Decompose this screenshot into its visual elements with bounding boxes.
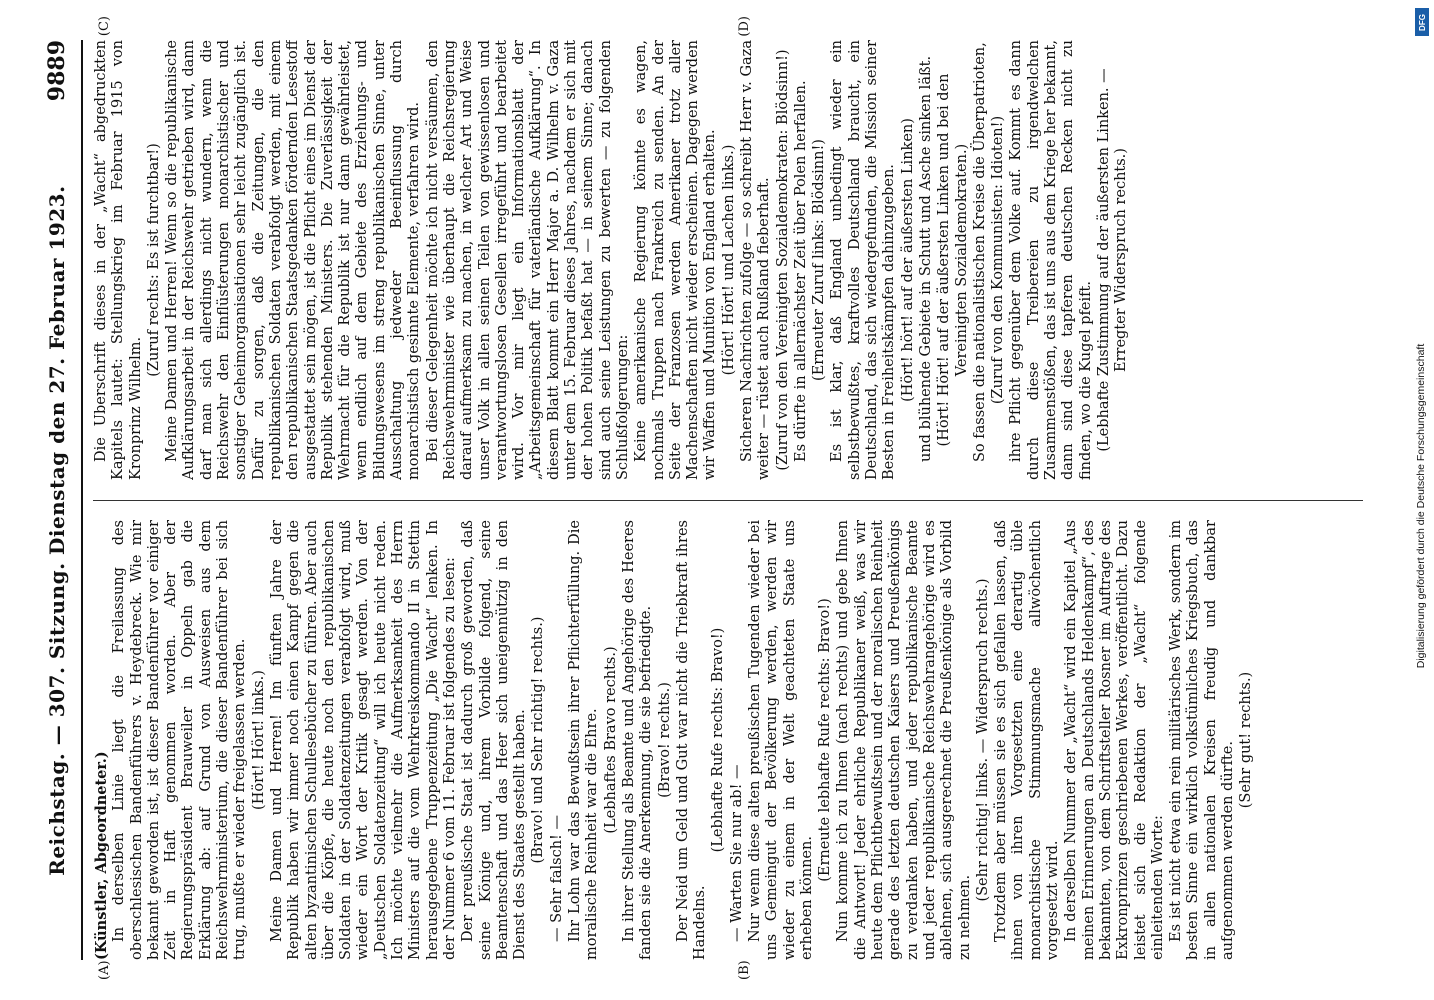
interjection: (Hört! Hört! auf der äußersten Linken und bei den Vereinigten Sozialdemokraten.): [936, 73, 970, 447]
page-number: 9889: [44, 40, 70, 102]
paragraph: In derselben Linie liegt die Freilassung des oberschlesischen Bandenführers v. Heydebreck. Wie mir bekannt geworden ist, ist dieser Bandenführer vor einiger Zeit in Haft genommen worden. Aber der Regierungspräsident Brauweiler in Oppeln gab die Erklärung ab: auf Grund von Ausweisen aus dem Reichswehrministerium, die dieser Bandenführer bei sich trug, mußte er wieder freigelassen werden.: [111, 520, 249, 960]
paragraph: Meine Damen und Herren! Im fünften Jahre der Republik haben wir immer noch einen Kampf gegen die alten byzantinischen Schullesebücher zu führen. Aber auch über die Köpfe, die heute noch den republikanischen Soldaten in der Soldatenzeitungen verabfolgt wird, muß wieder ein Wort der Kritik gesagt werden. Von der „Deutschen Soldatenzeitung“ will ich heute nicht reden. Ich möchte vielmehr die Aufmerksamkeit des Herrn Ministers auf die vom Wehrkreiskommando II in Stettin herausgegebene Truppenzeitung „Die Wacht“ lenken. In der Nummer 6 vom 11. Februar ist folgendes zu lesen:: [268, 520, 458, 960]
paragraph: ihre Pflicht gegenüber dem Volke auf. Kommt es dann durch diese Treibereien zu irgendwelchen Zusammenstößen, das ist uns aus dem Kriege her bekannt, dann sind diese tapferen deutschen Recken nicht zu finden, wo die Kugel pfeift.: [1008, 40, 1094, 480]
quote: Ihr Lohn war das Bewußtsein ihrer Pflichterfüllung. Die moralische Reinheit war die Ehre.: [567, 520, 601, 960]
margin-marker-d: (D): [737, 16, 752, 37]
paragraph: Meine Damen und Herren! Wenn so die republikanische Aufklärungsarbeit in der Reichswehr getrieben wird, dann darf man sich allerdings nicht wundern, wenn die Reichswehr den Einflüsterungen monarchistischer und sonstiger Geheimorganisationen sehr leicht zugänglich ist. Dafür zu sorgen, daß die Zeitungen, die den republikanischen Soldaten verabfolgt werden, mit einem den republikanischen Staatsgedanken fördernden Lesestoff ausgestattet sein mögen, ist die Pflicht eines im Dienst der Republik stehenden Ministers. Die Zuverlässigkeit der Wehrmacht für die Republik ist nur dann gewährleistet, wenn endlich auf dem Gebiete des Erziehungs- und Bildungswesens im streng republikanischen Sinne, unter Ausschaltung jedweder Beeinflussung durch monarchistisch gesinnte Elemente, verfahren wird.: [164, 40, 423, 480]
column-divider: [93, 500, 1363, 501]
quote: Keine amerikanische Regierung könnte es wagen, nochmals Truppen nach Frankreich zu senden. An der Seite der Franzosen werden Amerikaner trotz aller Machenschaften nicht wieder erscheinen. Dagegen werden wir Waffen und Munition von England erhalten.: [633, 40, 719, 480]
right-column: [93, 40, 1373, 480]
interjection: (Sehr gut! rechts.): [1238, 671, 1255, 809]
margin-marker-a: (A): [97, 960, 112, 980]
interjection: (Zuruf rechts: Es ist furchtbar!): [145, 143, 162, 377]
paragraph: Nun komme ich zu Ihnen (nach rechts) und gebe Ihnen die Antwort! Jeder ehrliche Republikaner weiß, was wir heute dem Pflichtbewußtsein und der moralischen Reinheit gerade des letzten deutschen Kaisers und Preußenkönigs zu verdanken haben, und jeder republikanische Beamte und jeder republikanische Reichswehrangehörige wird es ablehnen, sich ausgerechnet die Preußenkönige als Vorbild zu nehmen.: [835, 520, 973, 960]
dfg-logo: DFG: [1415, 8, 1429, 36]
interjection: (Hört! Hört! und Lachen links.): [720, 144, 737, 376]
paragraph: Die Überschrift dieses in der „Wacht“ abgedruckten Kapitels lautet: Stellungskrieg im Februar 1915 von Kronprinz Wilhelm.: [93, 40, 144, 480]
interjection: (Bravo! rechts.): [656, 682, 673, 798]
digitization-stamp: [1410, 10, 1432, 990]
interjection: (Lebhafte Zustimmung auf der äußersten Linken. — Erregter Widerspruch rechts.): [1095, 68, 1130, 452]
paragraph: — Warten Sie nur ab! —: [728, 764, 745, 942]
interjection: (Erneuter Zuruf links: Blödsinn!): [811, 139, 828, 381]
paragraph: — Sehr falsch! —: [548, 815, 565, 942]
quote: Der preußische Staat ist dadurch groß geworden, daß seine Könige und, ihrem Vorbilde folgend, seine Beamtenschaft und das Heer sich uneigennützig in den Dienst des Staates gestellt haben.: [460, 520, 529, 960]
interjection: (Erneute lebhafte Rufe rechts: Bravo!): [817, 598, 834, 882]
interjection: (Zuruf von den Vereinigten Sozialdemokraten: Blödsinn!): [774, 49, 791, 471]
paragraph: Trotzdem aber müssen sie es sich gefallen lassen, daß ihnen von ihren Vorgesetzten eine derartig üble monarchistische Stimmungsmache allwöchentlich vorgesetzt wird.: [993, 520, 1062, 960]
digitization-note: Digitalisierung gefördert durch die Deutsche Forschungsgemeinschaft: [1415, 343, 1427, 669]
quote: Der Neid um Geld und Gut war nicht die Triebkraft ihres Handelns.: [674, 520, 709, 960]
quote: Sicheren Nachrichten zufolge — so schreibt Herr v. Gaza weiter — rüstet auch Rußland fieberhaft.: [738, 40, 773, 480]
page-header: [37, 40, 77, 960]
paragraph: So fassen die nationalistischen Kreise die Überpatrioten,: [971, 42, 988, 462]
interjection: (Bravo! und Sehr richtig! rechts.): [530, 616, 547, 864]
quote: Nur wenn diese alten preußischen Tugenden wieder bei uns Gemeingut der Bevölkerung werden, werden wir wieder zu einem in der Welt geachteten Staate uns erheben können.: [746, 520, 815, 960]
left-column: [93, 520, 1373, 960]
interjection: (Zuruf von den Kommunisten: Idioten!): [990, 115, 1007, 405]
interjection: (Hört! hört! auf der äußersten Linken): [899, 118, 916, 402]
interjection: (Sehr richtig! links. — Widerspruch rechts.): [974, 578, 991, 902]
speaker-line: (Künstler, Abgeordneter.): [93, 751, 110, 960]
interjection: (Hört! Hört! links.): [250, 670, 267, 810]
header-rule: [81, 40, 83, 960]
quote: Es ist klar, daß England unbedingt wieder ein selbstbewußtes, kraftvolles Deutschland braucht, ein Deutschland, das sich wiedergefunden, die Mission seiner Besten in Freiheitskämpfen dahinzugeben.: [829, 40, 898, 480]
interjection: (Lebhaftes Bravo rechts.): [602, 646, 619, 834]
quote: Es dürfte in allernächster Zeit über Polen herfallen.: [792, 80, 809, 462]
rotated-newspaper-page: [37, 16, 1397, 980]
paragraph: In derselben Nummer der „Wacht“ wird ein Kapitel „Aus meinen Erinnerungen an Deutschlands Heldenkampf“, des bekannten, von dem Schriftsteller Rosner im Auftrage des Exkronprinzen geschriebenen Werkes, veröffentlicht. Dazu leistet sich die Redaktion der „Wacht“ folgende einleitenden Worte:: [1063, 520, 1166, 960]
paragraph: Bei dieser Gelegenheit möchte ich nicht versäumen, den Reichswehrminister wie überhaupt die Reichsregierung darauf aufmerksam zu machen, in welcher Art und Weise unser Volk in allen seinen Teilen von gewissenlosen und verantwortungslosen Gesellen irregeführt und bearbeitet wird. Vor mir liegt ein Informationsblatt der „Arbeitsgemeinschaft für vaterländische Aufklärung“. In diesem Blatt kommt ein Herr Major a. D. Wilhelm v. Gaza unter dem 15. Februar dieses Jahres, nachdem er sich mit der hohen Politik befaßt hat — in seinem Sinne; danach sind auch seine Leistungen zu bewerten — zu folgenden Schlußfolgerungen:: [424, 40, 631, 480]
quote: In ihrer Stellung als Beamte und Angehörige des Heeres fanden sie die Anerkennung, die sie befriedigte.: [620, 520, 655, 960]
margin-marker-c: (C): [97, 16, 112, 37]
quote: und blühende Gebiete in Schutt und Asche sinken läßt.: [917, 55, 934, 462]
page-header-title: Reichstag. — 307. Sitzung. Dienstag den 27. Februar 1923.: [45, 185, 69, 876]
margin-marker-b: (B): [737, 960, 752, 980]
interjection: (Lebhafte Rufe rechts: Bravo!): [710, 627, 727, 853]
quote: Es ist nicht etwa ein rein militärisches Werk, sondern im besten Sinne ein wirklich volkstümliches Kriegsbuch, das in allen nationalen Kreisen freudig und dankbar aufgenommen werden dürfte.: [1168, 520, 1236, 960]
